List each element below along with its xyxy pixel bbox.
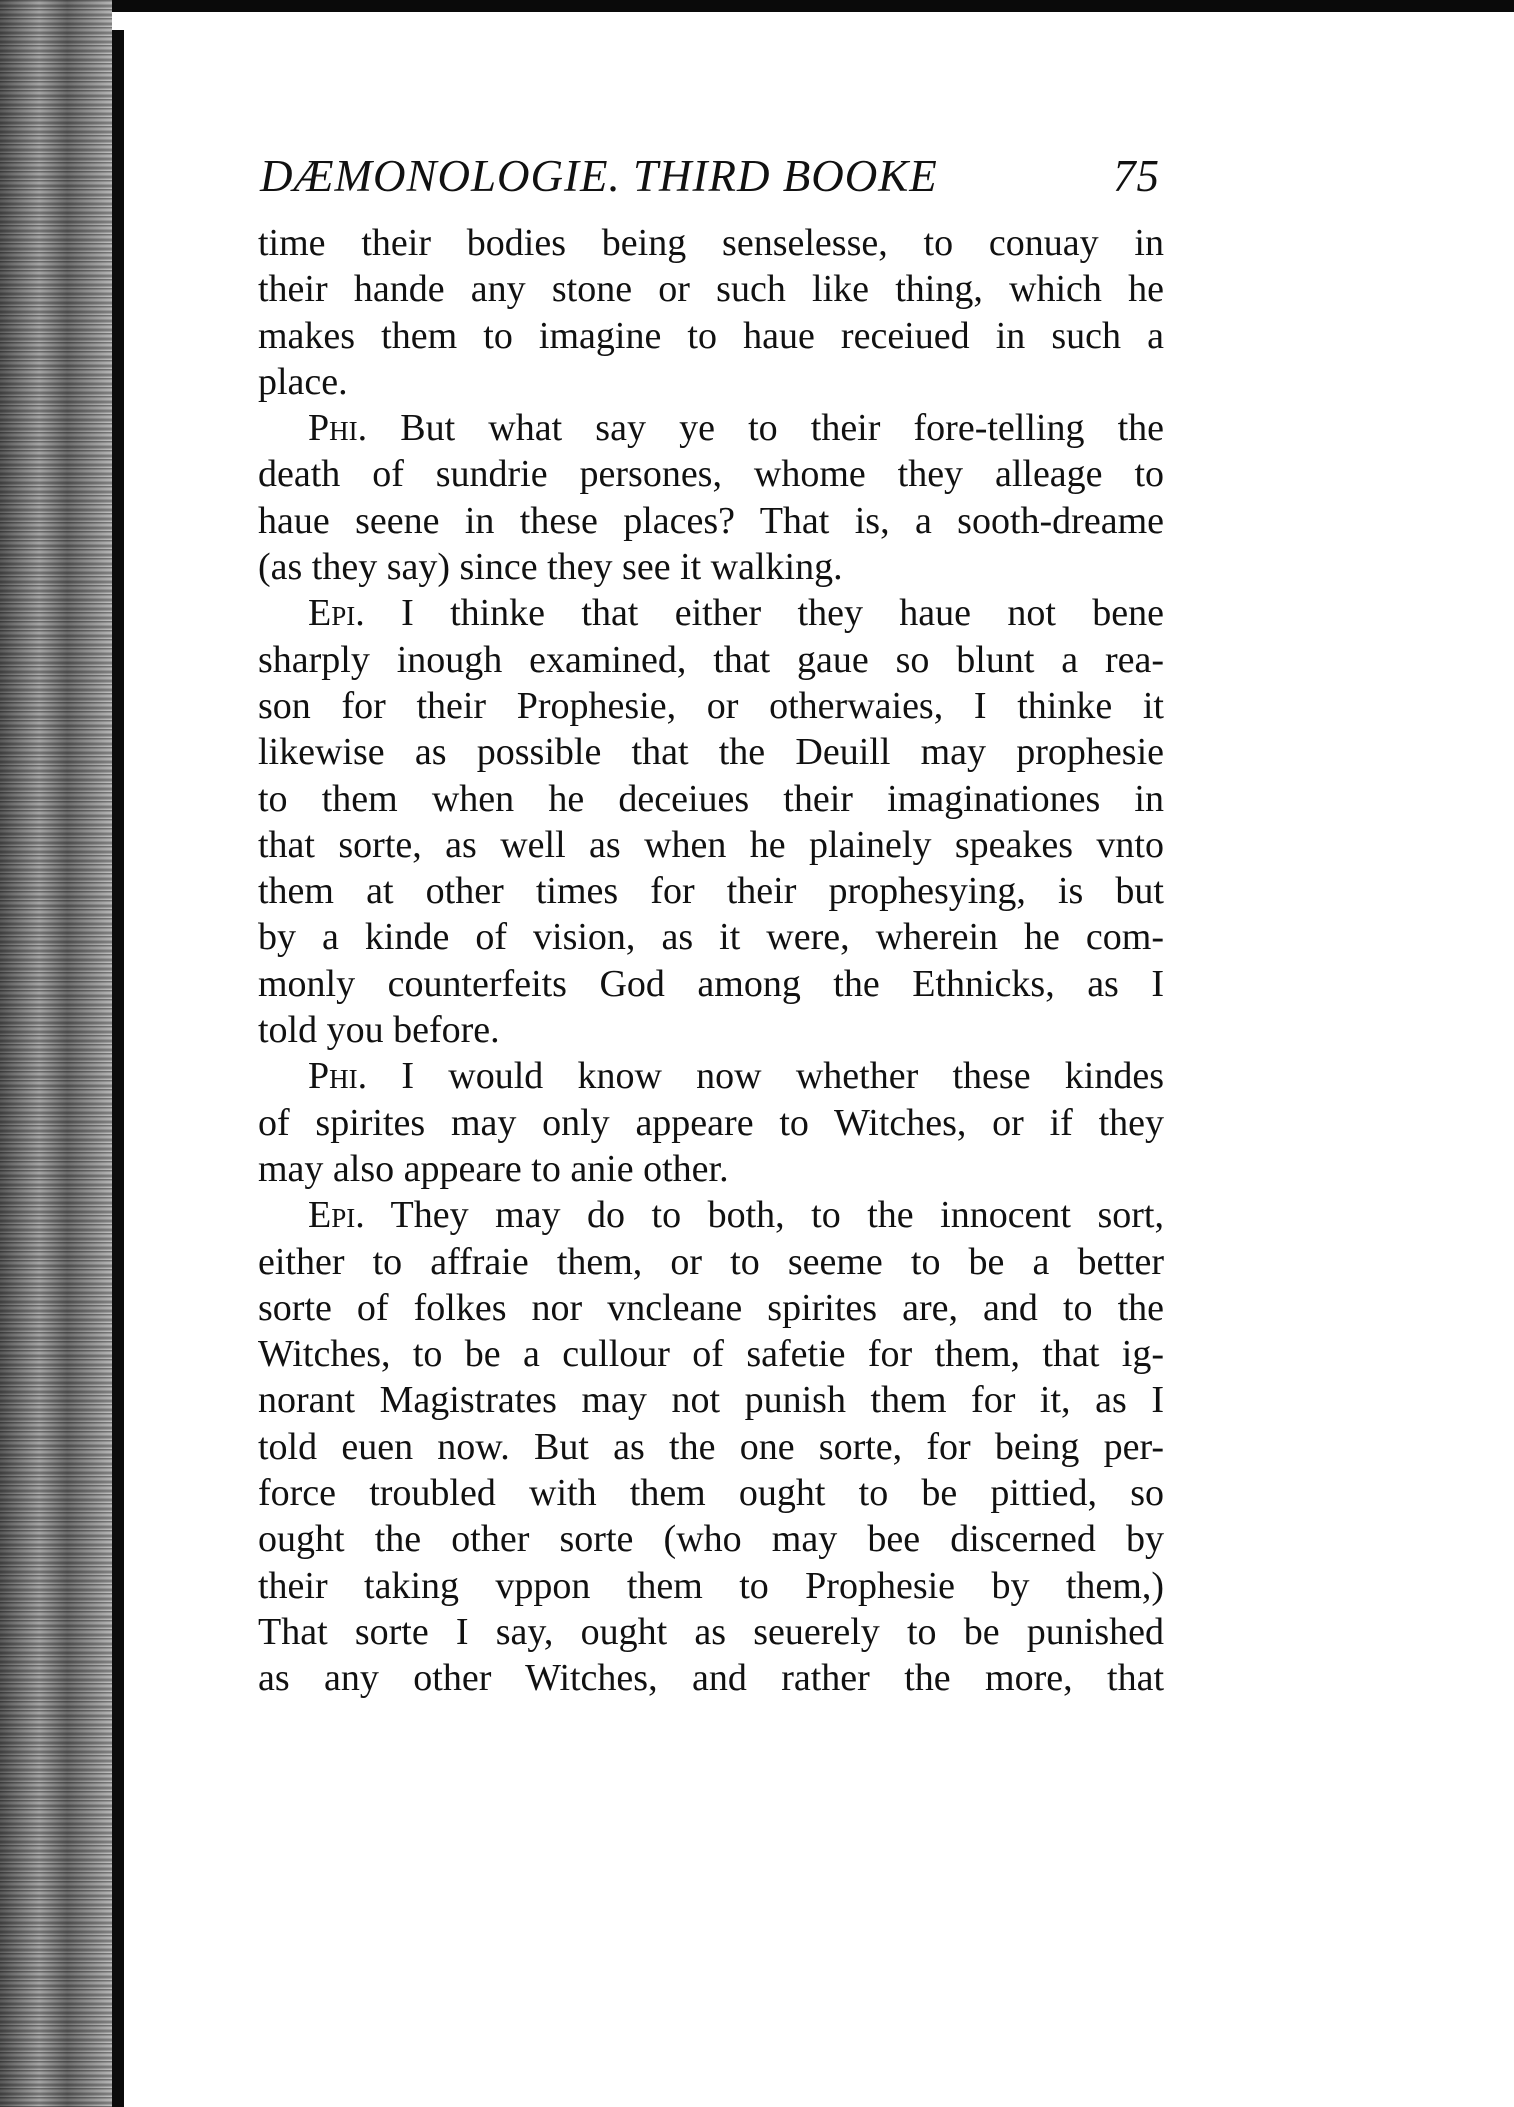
text-line: of spirites may only appeare to Witches, or if they — [258, 1101, 1164, 1144]
text-line: sharply inough examined, that gaue so blunt a rea- — [258, 638, 1164, 681]
text-line: told you before. — [258, 1009, 500, 1052]
text-line: That sorte I say, ought as seuerely to be punished — [258, 1610, 1164, 1653]
text-line: son for their Prophesie, or otherwaies, I thinke it — [258, 684, 1164, 727]
text-line: place. — [258, 360, 348, 403]
text-line: time their bodies being senselesse, to conuay in — [258, 222, 1164, 264]
text-line: as any other Witches, and rather the more, that — [258, 1657, 1164, 1700]
text-line: sorte of folkes nor vncleane spirites are, and to the — [258, 1286, 1164, 1329]
running-head-title: DÆMONOLOGIE. THIRD BOOKE — [260, 151, 938, 201]
text-line: ought the other sorte (who may bee discerned by — [258, 1518, 1164, 1561]
text-line: may also appeare to anie other. — [258, 1147, 729, 1190]
text-line: death of sundrie persones, whome they alleage to — [258, 453, 1164, 496]
text-line: monly counterfeits God among the Ethnicks, as I — [258, 962, 1164, 1005]
speaker-label: Phi. — [308, 1055, 368, 1098]
text-line: Epi. They may do to both, to the innocent sort, — [308, 1194, 1164, 1237]
text-line: them at other times for their prophesying, is but — [258, 870, 1164, 913]
text-line: norant Magistrates may not punish them for it, as I — [258, 1379, 1164, 1422]
text-line: by a kinde of vision, as it were, wherein he com- — [258, 916, 1164, 959]
speaker-label: Phi. — [308, 407, 368, 450]
speaker-label: Epi. — [308, 592, 365, 635]
text-line: Phi. But what say ye to their fore-telling the — [308, 407, 1164, 450]
scan-top-edge — [0, 0, 1514, 12]
text-line: either to affraie them, or to seeme to be a better — [258, 1240, 1164, 1283]
text-line: haue seene in these places? That is, a sooth-dreame — [258, 499, 1164, 542]
text-line: Witches, to be a cullour of safetie for them, that ig- — [258, 1333, 1164, 1376]
text-line: Epi. I thinke that either they haue not bene — [308, 592, 1164, 635]
text-line: told euen now. But as the one sorte, for being per- — [258, 1425, 1164, 1468]
text-line: their taking vppon them to Prophesie by them,) — [258, 1564, 1164, 1607]
body-text — [258, 220, 1164, 1702]
text-line: (as they say) since they see it walking. — [258, 546, 843, 589]
book-gutter-shadow — [0, 0, 112, 2107]
running-head — [260, 150, 1180, 210]
book-binding-edge — [112, 30, 124, 2107]
text-line: makes them to imagine to haue receiued in such a — [258, 314, 1164, 357]
page-number: 75 — [1113, 151, 1160, 201]
text-line: Phi. I would know now whether these kindes — [308, 1055, 1164, 1098]
text-line: likewise as possible that the Deuill may prophesie — [258, 731, 1164, 774]
speaker-label: Epi. — [308, 1194, 365, 1237]
text-line: force troubled with them ought to be pittied, so — [258, 1472, 1164, 1515]
text-line: their hande any stone or such like thing, which he — [258, 268, 1164, 311]
text-line: to them when he deceiues their imaginationes in — [258, 777, 1164, 820]
text-line: that sorte, as well as when he plainely speakes vnto — [258, 823, 1164, 866]
